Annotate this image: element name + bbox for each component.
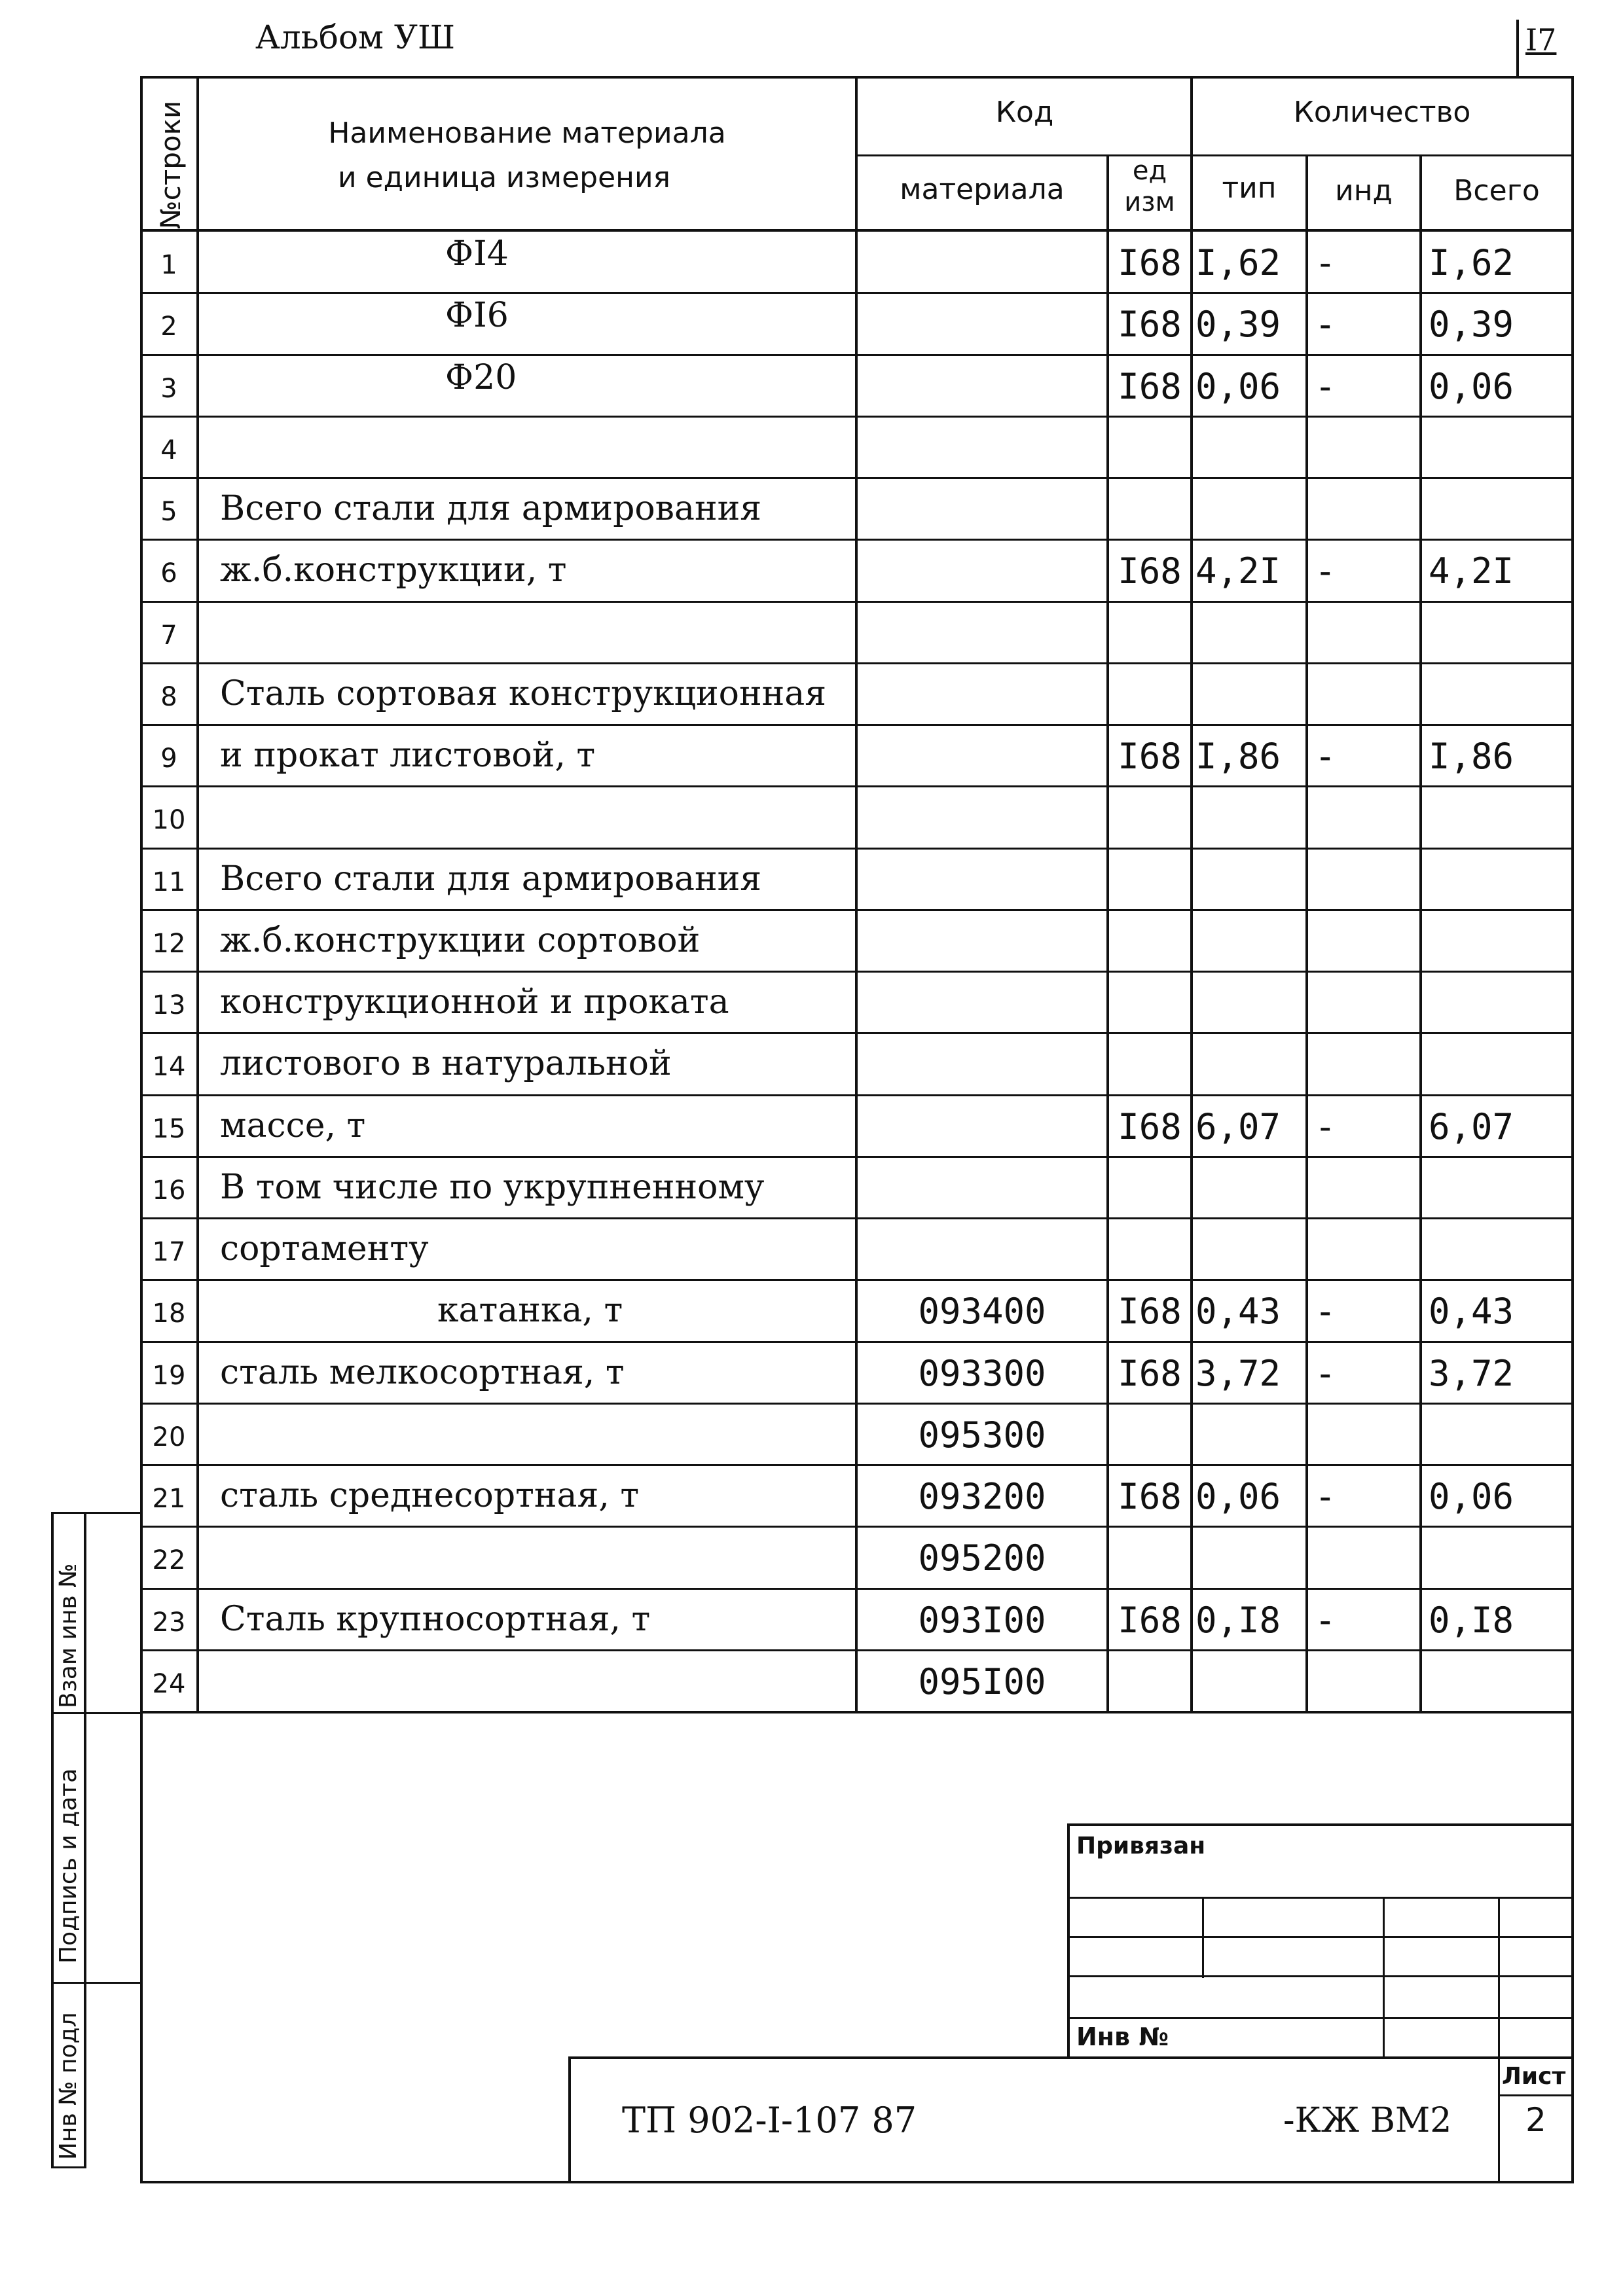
cell-n: 3 <box>160 374 177 404</box>
cell-n: 9 <box>160 744 177 774</box>
cell-n: 19 <box>152 1361 186 1391</box>
header-code-group: Код <box>995 96 1054 129</box>
cell-n: 7 <box>160 620 177 651</box>
cell-n: 5 <box>160 497 177 527</box>
cell-n: 2 <box>160 312 177 342</box>
cell-ind: - <box>1315 1476 1336 1517</box>
cell-code: 093400 <box>918 1291 1046 1332</box>
cell-n: 10 <box>152 805 186 835</box>
cell-total: 0,43 <box>1429 1291 1514 1332</box>
cell-ind: - <box>1315 550 1336 592</box>
cell-name: сталь среднесортная, т <box>220 1476 640 1515</box>
cell-n: 18 <box>152 1299 186 1329</box>
cell-unit: I68 <box>1118 1353 1182 1394</box>
side-label-inventory-swap: Взам инв № <box>55 1563 82 1708</box>
cell-total: 0,06 <box>1429 1476 1514 1517</box>
cell-ind: - <box>1315 242 1336 283</box>
cell-code: 093I00 <box>918 1600 1046 1641</box>
cell-n: 4 <box>160 435 177 465</box>
album-title: Альбом УШ <box>255 18 456 56</box>
cell-name: Сталь крупносортная, т <box>220 1600 651 1639</box>
cell-name: массе, т <box>220 1106 366 1145</box>
document-code: -КЖ ВМ2 <box>1283 2101 1452 2140</box>
header-quantity-group: Количество <box>1293 96 1471 129</box>
cell-n: 23 <box>152 1607 186 1638</box>
cell-code: 095I00 <box>918 1661 1046 1702</box>
cell-ind: - <box>1315 1106 1336 1147</box>
document-number: ТП 902-I-107 87 <box>622 2100 917 2141</box>
cell-type: 0,I8 <box>1195 1600 1281 1641</box>
cell-name: ж.б.конструкции, т <box>220 550 567 590</box>
cell-name: ФI4 <box>445 234 509 274</box>
attached-label: Привязан <box>1076 1833 1206 1859</box>
cell-name: Всего стали для армирования <box>220 489 762 528</box>
cell-ind: - <box>1315 366 1336 407</box>
header-code-material: материала <box>900 173 1065 206</box>
cell-unit: I68 <box>1118 304 1182 345</box>
cell-total: 6,07 <box>1429 1106 1514 1147</box>
cell-n: 6 <box>160 558 177 588</box>
cell-n: 8 <box>160 682 177 712</box>
cell-name: катанка, т <box>437 1291 623 1330</box>
cell-name: ж.б.конструкции сортовой <box>220 921 701 960</box>
header-name-line2: и единица измерения <box>337 161 671 194</box>
header-type: тип <box>1222 171 1277 205</box>
header-individual: инд <box>1335 174 1393 207</box>
cell-ind: - <box>1315 1600 1336 1641</box>
cell-n: 21 <box>152 1484 186 1514</box>
cell-type: 4,2I <box>1195 550 1281 592</box>
cell-total: I,62 <box>1429 242 1514 283</box>
cell-n: 16 <box>152 1175 186 1206</box>
cell-n: 15 <box>152 1114 186 1144</box>
inventory-label: Инв № <box>1076 2022 1169 2051</box>
cell-unit: I68 <box>1118 736 1182 777</box>
cell-code: 095200 <box>918 1537 1046 1579</box>
cell-name: Сталь сортовая конструкционная <box>220 674 827 713</box>
cell-type: 0,39 <box>1195 304 1281 345</box>
cell-unit: I68 <box>1118 1291 1182 1332</box>
cell-type: 0,06 <box>1195 1476 1281 1517</box>
cell-total: 0,I8 <box>1429 1600 1514 1641</box>
cell-n: 17 <box>152 1237 186 1267</box>
cell-name: сталь мелкосортная, т <box>220 1353 625 1392</box>
cell-type: 6,07 <box>1195 1106 1281 1147</box>
cell-total: I,86 <box>1429 736 1514 777</box>
cell-unit: I68 <box>1118 550 1182 592</box>
cell-name: конструкционной и проката <box>220 982 729 1022</box>
cell-code: 093200 <box>918 1476 1046 1517</box>
cell-ind: - <box>1315 304 1336 345</box>
cell-name: В том числе по укрупненному <box>220 1168 765 1207</box>
cell-total: 0,06 <box>1429 366 1514 407</box>
side-label-signature-date: Подпись и дата <box>55 1768 82 1964</box>
sheet-number: 2 <box>1525 2101 1546 2139</box>
sheet-label: Лист <box>1502 2063 1566 2090</box>
cell-name: сортаменту <box>220 1229 429 1268</box>
header-total: Всего <box>1453 174 1540 207</box>
cell-ind: - <box>1315 1353 1336 1394</box>
cell-ind: - <box>1315 1291 1336 1332</box>
cell-n: 14 <box>152 1052 186 1082</box>
cell-name: листового в натуральной <box>220 1044 672 1083</box>
cell-total: 0,39 <box>1429 304 1514 345</box>
cell-unit: I68 <box>1118 366 1182 407</box>
cell-ind: - <box>1315 736 1336 777</box>
cell-type: 0,43 <box>1195 1291 1281 1332</box>
cell-n: 24 <box>152 1669 186 1699</box>
header-unit-line1: ед <box>1132 156 1167 186</box>
cell-total: 4,2I <box>1429 550 1514 592</box>
cell-type: 0,06 <box>1195 366 1281 407</box>
cell-n: 11 <box>152 867 186 897</box>
cell-unit: I68 <box>1118 1476 1182 1517</box>
header-name-line1: Наименование материала <box>328 117 726 150</box>
cell-n: 13 <box>152 990 186 1020</box>
header-row-number: №строки <box>155 100 187 229</box>
cell-code: 095300 <box>918 1414 1046 1456</box>
cell-code: 093300 <box>918 1353 1046 1394</box>
cell-unit: I68 <box>1118 1600 1182 1641</box>
cell-total: 3,72 <box>1429 1353 1514 1394</box>
cell-name: Всего стали для армирования <box>220 859 762 899</box>
cell-type: 3,72 <box>1195 1353 1281 1394</box>
cell-type: I,62 <box>1195 242 1281 283</box>
page-corner-mark: I7 <box>1525 22 1557 58</box>
cell-name: ФI6 <box>445 296 509 335</box>
cell-n: 1 <box>160 250 177 280</box>
cell-name: и прокат листовой, т <box>220 736 596 775</box>
cell-unit: I68 <box>1118 242 1182 283</box>
cell-n: 20 <box>152 1422 186 1452</box>
header-unit-line2: изм <box>1124 187 1175 217</box>
cell-name: Ф20 <box>445 358 517 397</box>
cell-unit: I68 <box>1118 1106 1182 1147</box>
cell-type: I,86 <box>1195 736 1281 777</box>
cell-n: 22 <box>152 1545 186 1575</box>
side-label-inventory-original: Инв № подл <box>55 2012 82 2160</box>
cell-n: 12 <box>152 929 186 959</box>
